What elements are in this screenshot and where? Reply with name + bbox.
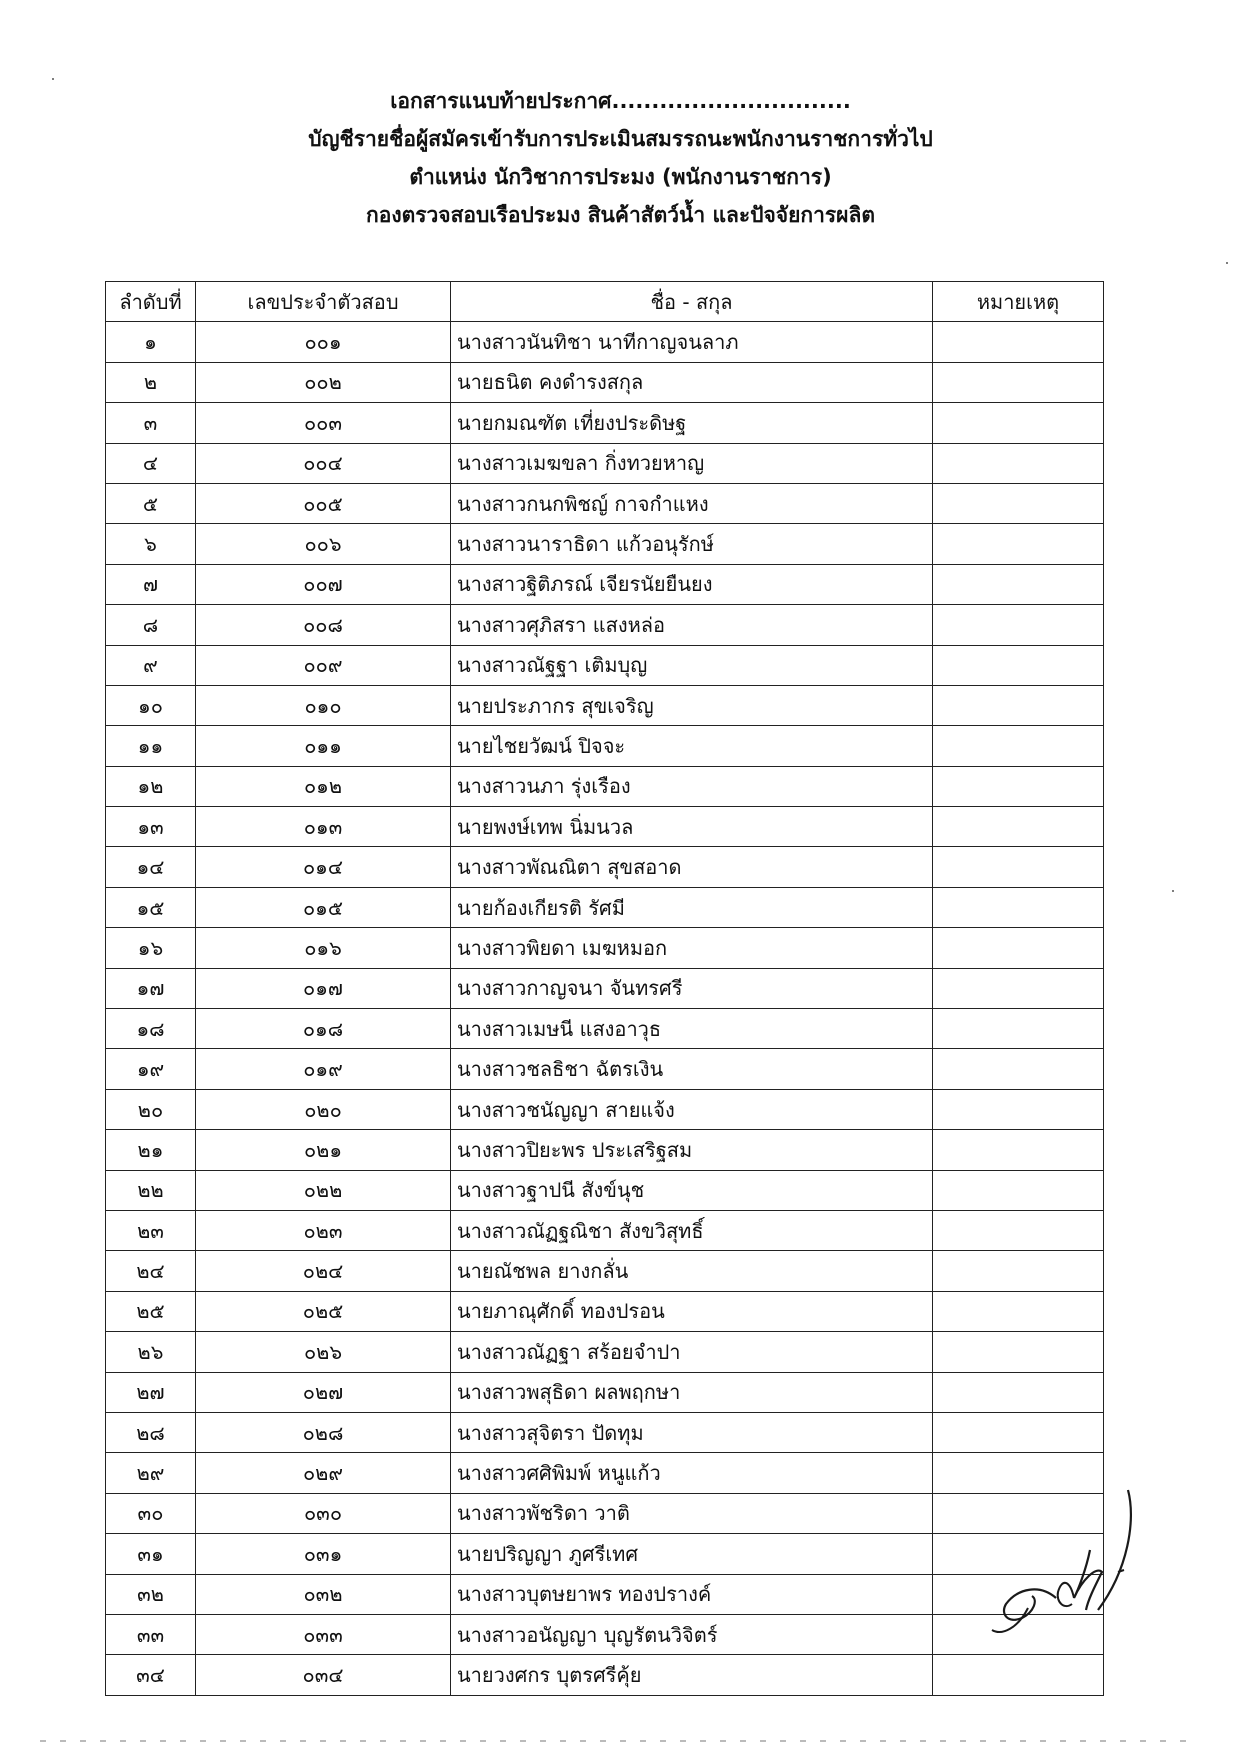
name-cell: นางสาวปิยะพร ประเสริฐสม bbox=[451, 1130, 933, 1170]
seq-cell: ๓๒ bbox=[106, 1574, 196, 1614]
exam-id-cell: ๐๑๗ bbox=[196, 968, 451, 1008]
seq-cell: ๓ bbox=[106, 403, 196, 443]
seq-cell: ๖ bbox=[106, 524, 196, 564]
table-row bbox=[106, 1089, 1104, 1129]
list-title: บัญชีรายชื่อผู้สมัครเข้ารับการประเมินสมรรถนะพนักงานราชการทั่วไป bbox=[308, 127, 933, 151]
note-cell bbox=[933, 524, 1104, 564]
exam-id-cell: ๐๐๘ bbox=[196, 605, 451, 645]
exam-id-cell: ๐๐๗ bbox=[196, 564, 451, 604]
seq-cell: ๒ bbox=[106, 362, 196, 402]
exam-id-cell: ๐๐๓ bbox=[196, 403, 451, 443]
note-cell bbox=[933, 726, 1104, 766]
exam-id-cell: ๐๒๙ bbox=[196, 1453, 451, 1493]
name-cell: นางสาวชลธิชา ฉัตรเงิน bbox=[451, 1049, 933, 1089]
name-cell: นางสาวชนัญญา สายแจ้ง bbox=[451, 1089, 933, 1129]
table-row bbox=[106, 524, 1104, 564]
scan-speck bbox=[1226, 262, 1228, 264]
division-title: กองตรวจสอบเรือประมง สินค้าสัตว์น้ำ และปัจจัยการผลิต bbox=[366, 203, 875, 227]
name-cell: นายไชยวัฒน์ ปิจจะ bbox=[451, 726, 933, 766]
table-row bbox=[106, 726, 1104, 766]
note-cell bbox=[933, 1170, 1104, 1210]
exam-id-cell: ๐๐๕ bbox=[196, 483, 451, 523]
exam-id-cell: ๐๓๒ bbox=[196, 1574, 451, 1614]
name-cell: นางสาวพัชริดา วาติ bbox=[451, 1493, 933, 1533]
seq-cell: ๑๔ bbox=[106, 847, 196, 887]
note-cell bbox=[933, 1291, 1104, 1331]
exam-id-cell: ๐๑๙ bbox=[196, 1049, 451, 1089]
table-row bbox=[106, 1210, 1104, 1250]
table-row bbox=[106, 403, 1104, 443]
attachment-title: เอกสารแนบท้ายประกาศ.............................. bbox=[390, 89, 851, 113]
name-cell: นายประภากร สุขเจริญ bbox=[451, 685, 933, 725]
exam-id-cell: ๐๒๗ bbox=[196, 1372, 451, 1412]
seq-cell: ๗ bbox=[106, 564, 196, 604]
name-cell: นางสาวฐาปนี สังข์นุช bbox=[451, 1170, 933, 1210]
exam-id-cell: ๐๒๒ bbox=[196, 1170, 451, 1210]
exam-id-cell: ๐๓๔ bbox=[196, 1655, 451, 1695]
name-cell: นางสาวเมฆขลา กิ่งทวยหาญ bbox=[451, 443, 933, 483]
table-row bbox=[106, 766, 1104, 806]
exam-id-cell: ๐๑๒ bbox=[196, 766, 451, 806]
note-cell bbox=[933, 443, 1104, 483]
column-header-exam-id: เลขประจำตัวสอบ bbox=[196, 282, 451, 322]
scan-speck bbox=[1172, 890, 1174, 892]
note-cell bbox=[933, 685, 1104, 725]
seq-cell: ๒๐ bbox=[106, 1089, 196, 1129]
exam-id-cell: ๐๒๖ bbox=[196, 1332, 451, 1372]
note-cell bbox=[933, 483, 1104, 523]
note-cell bbox=[933, 847, 1104, 887]
note-cell bbox=[933, 968, 1104, 1008]
note-cell bbox=[933, 1372, 1104, 1412]
name-cell: นายภาณุศักดิ์ ทองปรอน bbox=[451, 1291, 933, 1331]
exam-id-cell: ๐๑๓ bbox=[196, 807, 451, 847]
seq-cell: ๑๓ bbox=[106, 807, 196, 847]
note-cell bbox=[933, 928, 1104, 968]
table-row bbox=[106, 1453, 1104, 1493]
table-row bbox=[106, 645, 1104, 685]
seq-cell: ๒๘ bbox=[106, 1412, 196, 1452]
table-row bbox=[106, 443, 1104, 483]
seq-cell: ๑ bbox=[106, 322, 196, 362]
seq-cell: ๑๕ bbox=[106, 887, 196, 927]
exam-id-cell: ๐๓๑ bbox=[196, 1534, 451, 1574]
name-cell: นางสาวศศิพิมพ์ หนูแก้ว bbox=[451, 1453, 933, 1493]
table-row bbox=[106, 1251, 1104, 1291]
name-cell: นางสาวเมษนี แสงอาวุธ bbox=[451, 1009, 933, 1049]
column-header-seq: ลำดับที่ bbox=[106, 282, 196, 322]
exam-id-cell: ๐๓๓ bbox=[196, 1614, 451, 1654]
exam-id-cell: ๐๓๐ bbox=[196, 1493, 451, 1533]
name-cell: นางสาวฐิติภรณ์ เจียรนัยยืนยง bbox=[451, 564, 933, 604]
exam-id-cell: ๐๒๐ bbox=[196, 1089, 451, 1129]
name-cell: นางสาวอนัญญา บุญรัตนวิจิตร์ bbox=[451, 1614, 933, 1654]
table-row bbox=[106, 322, 1104, 362]
note-cell bbox=[933, 1089, 1104, 1129]
note-cell bbox=[933, 1655, 1104, 1695]
seq-cell: ๔ bbox=[106, 443, 196, 483]
candidate-table bbox=[105, 281, 1104, 1696]
exam-id-cell: ๐๐๒ bbox=[196, 362, 451, 402]
exam-id-cell: ๐๒๑ bbox=[196, 1130, 451, 1170]
note-cell bbox=[933, 1332, 1104, 1372]
seq-cell: ๒๕ bbox=[106, 1291, 196, 1331]
table-row bbox=[106, 1574, 1104, 1614]
table-header-row bbox=[106, 282, 1104, 322]
table-row bbox=[106, 1372, 1104, 1412]
exam-id-cell: ๐๐๙ bbox=[196, 645, 451, 685]
table-row bbox=[106, 807, 1104, 847]
seq-cell: ๓๑ bbox=[106, 1534, 196, 1574]
table-row bbox=[106, 685, 1104, 725]
exam-id-cell: ๐๒๔ bbox=[196, 1251, 451, 1291]
name-cell: นางสาวกาญจนา จันทรศรี bbox=[451, 968, 933, 1008]
column-header-note: หมายเหตุ bbox=[933, 282, 1104, 322]
table-row bbox=[106, 1009, 1104, 1049]
signature-mark bbox=[978, 1480, 1138, 1660]
exam-id-cell: ๐๐๔ bbox=[196, 443, 451, 483]
note-cell bbox=[933, 403, 1104, 443]
seq-cell: ๓๔ bbox=[106, 1655, 196, 1695]
note-cell bbox=[933, 1130, 1104, 1170]
seq-cell: ๑๗ bbox=[106, 968, 196, 1008]
table-row bbox=[106, 1614, 1104, 1654]
document-header bbox=[0, 82, 1241, 234]
table-row bbox=[106, 928, 1104, 968]
name-cell: นางสาวนาราธิดา แก้วอนุรักษ์ bbox=[451, 524, 933, 564]
table-row bbox=[106, 605, 1104, 645]
position-title: ตำแหน่ง นักวิชาการประมง (พนักงานราชการ) bbox=[409, 165, 832, 189]
note-cell bbox=[933, 1251, 1104, 1291]
table-row bbox=[106, 1130, 1104, 1170]
seq-cell: ๑๑ bbox=[106, 726, 196, 766]
table-row bbox=[106, 564, 1104, 604]
seq-cell: ๙ bbox=[106, 645, 196, 685]
name-cell: นางสาวสุจิตรา ปัดทุม bbox=[451, 1412, 933, 1452]
name-cell: นายพงษ์เทพ นิ่มนวล bbox=[451, 807, 933, 847]
table-row bbox=[106, 1534, 1104, 1574]
exam-id-cell: ๐๑๔ bbox=[196, 847, 451, 887]
table-row bbox=[106, 1170, 1104, 1210]
exam-id-cell: ๐๑๘ bbox=[196, 1009, 451, 1049]
column-header-name: ชื่อ - สกุล bbox=[451, 282, 933, 322]
seq-cell: ๑๙ bbox=[106, 1049, 196, 1089]
seq-cell: ๑๐ bbox=[106, 685, 196, 725]
exam-id-cell: ๐๑๑ bbox=[196, 726, 451, 766]
name-cell: นางสาวณัฏฐา สร้อยจำปา bbox=[451, 1332, 933, 1372]
note-cell bbox=[933, 322, 1104, 362]
table-row bbox=[106, 847, 1104, 887]
table-row bbox=[106, 362, 1104, 402]
seq-cell: ๒๖ bbox=[106, 1332, 196, 1372]
seq-cell: ๒๒ bbox=[106, 1170, 196, 1210]
note-cell bbox=[933, 887, 1104, 927]
name-cell: นางสาวบุตษยาพร ทองปรางค์ bbox=[451, 1574, 933, 1614]
name-cell: นายกมณฑัต เที่ยงประดิษฐ bbox=[451, 403, 933, 443]
name-cell: นางสาวณัฐฐา เติมบุญ bbox=[451, 645, 933, 685]
table-row bbox=[106, 1049, 1104, 1089]
exam-id-cell: ๐๐๑ bbox=[196, 322, 451, 362]
table-row bbox=[106, 1332, 1104, 1372]
seq-cell: ๒๗ bbox=[106, 1372, 196, 1412]
name-cell: นางสาวนภา รุ่งเรือง bbox=[451, 766, 933, 806]
exam-id-cell: ๐๒๓ bbox=[196, 1210, 451, 1250]
name-cell: นางสาวกนกพิชญ์ กาจกำแหง bbox=[451, 483, 933, 523]
note-cell bbox=[933, 605, 1104, 645]
name-cell: นางสาวพัณณิตา สุขสอาด bbox=[451, 847, 933, 887]
seq-cell: ๒๑ bbox=[106, 1130, 196, 1170]
note-cell bbox=[933, 1210, 1104, 1250]
seq-cell: ๘ bbox=[106, 605, 196, 645]
name-cell: นางสาวพสุธิดา ผลพฤกษา bbox=[451, 1372, 933, 1412]
name-cell: นายธนิต คงดำรงสกุล bbox=[451, 362, 933, 402]
name-cell: นายปริญญา ภูศรีเทศ bbox=[451, 1534, 933, 1574]
name-cell: นางสาวนันทิชา นาทีกาญจนลาภ bbox=[451, 322, 933, 362]
table-row bbox=[106, 483, 1104, 523]
table-row bbox=[106, 1493, 1104, 1533]
note-cell bbox=[933, 564, 1104, 604]
seq-cell: ๓๐ bbox=[106, 1493, 196, 1533]
seq-cell: ๑๒ bbox=[106, 766, 196, 806]
scan-artifact bbox=[40, 1740, 1190, 1742]
table-body bbox=[106, 322, 1104, 1695]
seq-cell: ๑๖ bbox=[106, 928, 196, 968]
note-cell bbox=[933, 362, 1104, 402]
seq-cell: ๓๓ bbox=[106, 1614, 196, 1654]
note-cell bbox=[933, 645, 1104, 685]
exam-id-cell: ๐๒๕ bbox=[196, 1291, 451, 1331]
note-cell bbox=[933, 766, 1104, 806]
name-cell: นายณัชพล ยางกลั่น bbox=[451, 1251, 933, 1291]
table-row bbox=[106, 887, 1104, 927]
exam-id-cell: ๐๑๐ bbox=[196, 685, 451, 725]
name-cell: นางสาวศุภิสรา แสงหล่อ bbox=[451, 605, 933, 645]
seq-cell: ๕ bbox=[106, 483, 196, 523]
exam-id-cell: ๐๑๖ bbox=[196, 928, 451, 968]
exam-id-cell: ๐๑๕ bbox=[196, 887, 451, 927]
name-cell: นางสาวพิยดา เมฆหมอก bbox=[451, 928, 933, 968]
name-cell: นางสาวณัฏฐณิชา สังขวิสุทธิ์ bbox=[451, 1210, 933, 1250]
name-cell: นายวงศกร บุตรศรีคุ้ย bbox=[451, 1655, 933, 1695]
seq-cell: ๒๙ bbox=[106, 1453, 196, 1493]
note-cell bbox=[933, 807, 1104, 847]
note-cell bbox=[933, 1049, 1104, 1089]
note-cell bbox=[933, 1009, 1104, 1049]
table-row bbox=[106, 1291, 1104, 1331]
exam-id-cell: ๐๒๘ bbox=[196, 1412, 451, 1452]
seq-cell: ๒๓ bbox=[106, 1210, 196, 1250]
note-cell bbox=[933, 1412, 1104, 1452]
table-row bbox=[106, 1655, 1104, 1695]
table-row bbox=[106, 1412, 1104, 1452]
exam-id-cell: ๐๐๖ bbox=[196, 524, 451, 564]
seq-cell: ๑๘ bbox=[106, 1009, 196, 1049]
scan-speck bbox=[52, 78, 54, 80]
seq-cell: ๒๔ bbox=[106, 1251, 196, 1291]
table-row bbox=[106, 968, 1104, 1008]
name-cell: นายก้องเกียรติ รัศมี bbox=[451, 887, 933, 927]
